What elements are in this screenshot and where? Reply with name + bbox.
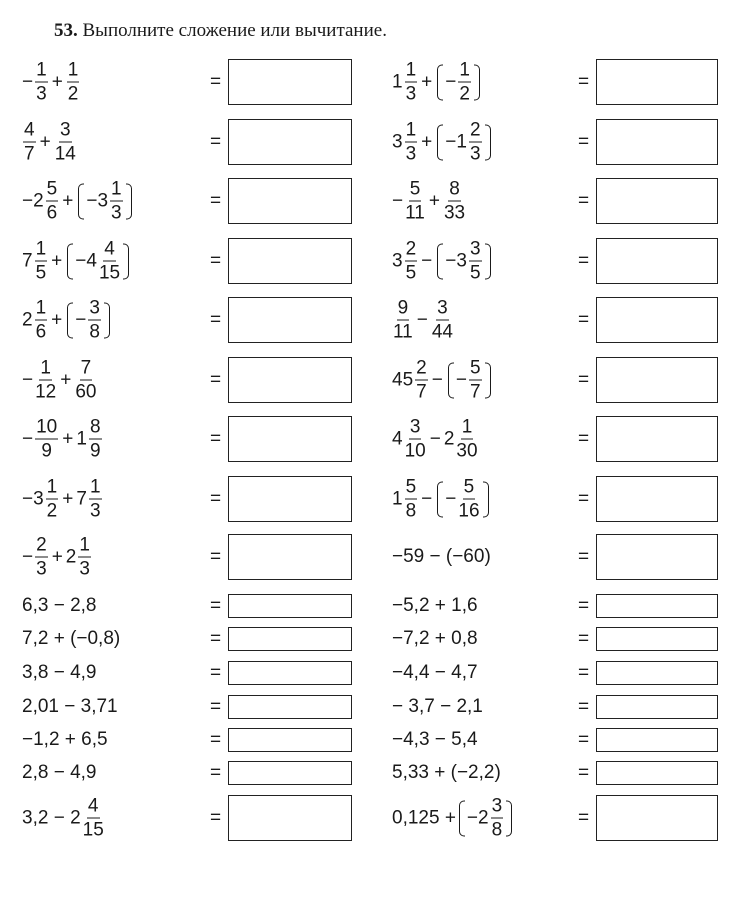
denominator: 8 xyxy=(491,819,503,841)
equals-sign: = xyxy=(210,250,222,272)
expression-text: −3 xyxy=(22,488,44,509)
denominator: 3 xyxy=(405,83,417,105)
operator-sign: + xyxy=(62,488,74,509)
expression xyxy=(22,61,80,104)
expression-text: 1 xyxy=(76,428,87,449)
left-parenthesis xyxy=(67,243,73,279)
expression-text: 3 xyxy=(392,250,403,271)
denominator: 7 xyxy=(24,143,35,165)
right-parenthesis xyxy=(123,243,129,279)
expression-text: 5,33 + (−2,2) xyxy=(392,762,501,783)
denominator: 3 xyxy=(89,500,101,522)
left-parenthesis xyxy=(78,183,84,219)
answer-box[interactable] xyxy=(596,59,718,105)
left-parenthesis xyxy=(437,481,443,517)
numerator: 4 xyxy=(24,119,35,141)
left-parenthesis xyxy=(437,64,443,100)
fraction xyxy=(46,180,59,223)
answer-box[interactable] xyxy=(596,695,718,719)
denominator: 2 xyxy=(67,83,79,105)
expression-text: 1 xyxy=(392,71,403,92)
denominator: 60 xyxy=(75,381,97,403)
numerator: 1 xyxy=(461,416,473,438)
denominator: 8 xyxy=(405,500,417,522)
expression-text: 2 xyxy=(22,309,33,330)
denominator: 16 xyxy=(458,500,480,522)
operator-sign: + xyxy=(62,190,74,211)
right-parenthesis xyxy=(485,362,491,398)
numerator: 3 xyxy=(59,119,71,141)
numerator: 5 xyxy=(405,476,417,498)
left-parenthesis xyxy=(437,243,443,279)
operator-sign: − xyxy=(429,428,441,449)
denominator: 5 xyxy=(405,262,417,284)
numerator: 8 xyxy=(89,416,101,438)
expression-text: 3 xyxy=(392,131,403,152)
expression-text: −59 − (−60) xyxy=(392,546,491,567)
expression xyxy=(22,762,97,784)
operator-sign: + xyxy=(51,71,63,92)
expression-text: −2 xyxy=(466,807,489,828)
expression xyxy=(392,797,514,840)
expression-text: 3,8 − 4,9 xyxy=(22,662,97,683)
answer-box[interactable] xyxy=(596,795,718,841)
numerator: 1 xyxy=(46,476,58,498)
answer-box[interactable] xyxy=(228,238,352,284)
equals-sign: = xyxy=(210,488,222,510)
equals-sign: = xyxy=(210,190,222,212)
denominator: 3 xyxy=(36,558,47,580)
denominator: 14 xyxy=(54,143,76,165)
operator-sign: + xyxy=(421,71,433,92)
numerator: 2 xyxy=(469,119,481,141)
denominator: 15 xyxy=(98,262,121,284)
expression-text: −3 xyxy=(86,190,109,211)
equals-sign: = xyxy=(210,807,222,829)
expression xyxy=(392,478,491,521)
numerator: 1 xyxy=(35,238,47,260)
expression-text: − xyxy=(455,369,467,390)
numerator: 7 xyxy=(80,357,92,379)
numerator: 3 xyxy=(437,297,448,319)
operator-sign: − xyxy=(431,369,443,390)
numerator: 1 xyxy=(40,357,51,379)
expression xyxy=(22,729,109,751)
answer-box[interactable] xyxy=(228,59,352,105)
numerator: 10 xyxy=(36,416,58,438)
expression xyxy=(392,180,466,223)
expression-text: −3 xyxy=(445,250,467,271)
right-parenthesis xyxy=(506,800,512,836)
answer-box[interactable] xyxy=(596,661,718,685)
answer-box[interactable] xyxy=(596,178,718,224)
numerator: 1 xyxy=(405,119,417,141)
fraction xyxy=(35,359,56,402)
answer-box[interactable] xyxy=(596,627,718,651)
denominator: 12 xyxy=(35,381,57,403)
numerator: 1 xyxy=(35,297,47,319)
answer-box[interactable] xyxy=(228,534,352,580)
expression xyxy=(392,662,479,684)
denominator: 44 xyxy=(431,321,453,343)
denominator: 3 xyxy=(36,83,47,105)
fraction xyxy=(35,418,58,461)
right-parenthesis xyxy=(485,124,491,160)
equals-sign: = xyxy=(578,762,590,784)
fraction xyxy=(35,61,48,104)
equals-sign: = xyxy=(578,729,590,751)
operator-sign: + xyxy=(51,250,63,271)
numerator: 5 xyxy=(469,357,481,379)
expression xyxy=(22,595,97,617)
equals-sign: = xyxy=(578,628,590,650)
expression xyxy=(392,546,492,568)
right-parenthesis xyxy=(483,481,489,517)
fraction xyxy=(75,359,96,402)
right-parenthesis xyxy=(474,64,480,100)
equals-sign: = xyxy=(578,428,590,450)
denominator: 11 xyxy=(405,202,425,224)
expression-text: − 3,7 − 2,1 xyxy=(392,696,483,717)
answer-box[interactable] xyxy=(228,357,352,403)
denominator: 10 xyxy=(404,440,426,462)
expression xyxy=(392,359,493,402)
fraction xyxy=(83,797,104,840)
expression-text: 0,125 + xyxy=(392,807,456,828)
equals-sign: = xyxy=(210,71,222,93)
fraction xyxy=(469,121,482,164)
expression-text: − xyxy=(445,71,457,92)
equals-sign: = xyxy=(210,662,222,684)
denominator: 3 xyxy=(111,202,122,224)
expression-text: −2 xyxy=(22,190,44,211)
equals-sign: = xyxy=(210,696,222,718)
expression-text: −7,2 + 0,8 xyxy=(392,628,478,649)
operator-sign: + xyxy=(421,131,433,152)
expression-text: 2 xyxy=(443,428,455,449)
equals-sign: = xyxy=(210,131,222,153)
fraction xyxy=(393,299,413,342)
answer-box[interactable] xyxy=(228,476,352,522)
answer-box[interactable] xyxy=(596,297,718,343)
expression xyxy=(22,628,121,650)
equals-sign: = xyxy=(210,762,222,784)
left-parenthesis xyxy=(448,362,454,398)
equals-sign: = xyxy=(578,595,590,617)
fraction xyxy=(67,61,80,104)
operator-sign: + xyxy=(51,546,63,567)
expression xyxy=(22,418,103,461)
right-parenthesis xyxy=(485,243,491,279)
expression-text: 7,2 + (−0,8) xyxy=(22,628,121,649)
right-parenthesis xyxy=(104,302,110,338)
equals-sign: = xyxy=(578,131,590,153)
denominator: 5 xyxy=(35,262,47,284)
expression-text: −5,2 + 1,6 xyxy=(392,595,478,616)
expression xyxy=(22,536,92,579)
expression xyxy=(392,418,479,461)
expression-text: −1,2 + 6,5 xyxy=(22,729,108,750)
expression-text: − xyxy=(22,428,34,449)
denominator: 9 xyxy=(89,440,101,462)
numerator: 8 xyxy=(449,178,460,200)
expression-text: 6,3 − 2,8 xyxy=(22,595,97,616)
numerator: 2 xyxy=(416,357,427,379)
expression-text: 2 xyxy=(65,546,77,567)
expression-text: 2,01 − 3,71 xyxy=(22,696,118,717)
fraction xyxy=(89,478,102,521)
expression-text: −4,4 − 4,7 xyxy=(392,662,478,683)
fraction xyxy=(458,478,479,521)
fraction xyxy=(405,240,418,283)
equals-sign: = xyxy=(210,369,222,391)
equals-sign: = xyxy=(210,628,222,650)
answer-box[interactable] xyxy=(228,297,352,343)
answer-box[interactable] xyxy=(596,761,718,785)
numerator: 1 xyxy=(89,476,101,498)
fraction xyxy=(405,61,418,104)
fraction xyxy=(405,121,418,164)
expression xyxy=(392,628,479,650)
answer-box[interactable] xyxy=(596,534,718,580)
equals-sign: = xyxy=(578,807,590,829)
fraction xyxy=(99,240,120,283)
fraction xyxy=(35,240,48,283)
fraction xyxy=(405,180,425,223)
denominator: 3 xyxy=(469,143,481,165)
left-parenthesis xyxy=(67,302,73,338)
numerator: 1 xyxy=(459,59,470,81)
answer-box[interactable] xyxy=(228,416,352,462)
expression xyxy=(22,359,98,402)
expression xyxy=(392,729,479,751)
expression xyxy=(22,696,119,718)
numerator: 5 xyxy=(463,476,475,498)
equals-sign: = xyxy=(578,250,590,272)
expression xyxy=(22,797,105,840)
fraction xyxy=(35,536,48,579)
denominator: 6 xyxy=(46,202,58,224)
equals-sign: = xyxy=(578,662,590,684)
denominator: 2 xyxy=(46,500,58,522)
denominator: 5 xyxy=(469,262,481,284)
operator-sign: + xyxy=(51,309,63,330)
expression xyxy=(22,121,77,164)
fraction xyxy=(456,418,477,461)
fraction xyxy=(432,299,453,342)
expression-text: 7 xyxy=(76,488,87,509)
exercise-title xyxy=(54,20,387,42)
right-parenthesis xyxy=(126,183,132,219)
fraction xyxy=(469,359,482,402)
operator-sign: + xyxy=(62,428,74,449)
answer-box[interactable] xyxy=(596,238,718,284)
numerator: 9 xyxy=(397,297,409,319)
expression xyxy=(392,762,502,784)
numerator: 1 xyxy=(111,178,122,200)
numerator: 5 xyxy=(46,178,58,200)
expression-text: − xyxy=(22,71,34,92)
answer-box[interactable] xyxy=(228,695,352,719)
numerator: 1 xyxy=(67,59,79,81)
operator-sign: − xyxy=(421,488,433,509)
expression xyxy=(22,240,131,283)
expression xyxy=(22,299,112,342)
expression xyxy=(22,478,103,521)
numerator: 5 xyxy=(409,178,421,200)
operator-sign: − xyxy=(421,250,433,271)
answer-box[interactable] xyxy=(228,728,352,752)
fraction xyxy=(415,359,428,402)
expression-text: − xyxy=(392,190,404,211)
expression xyxy=(392,299,454,342)
fraction xyxy=(23,121,36,164)
equals-sign: = xyxy=(578,696,590,718)
operator-sign: − xyxy=(416,309,428,330)
equals-sign: = xyxy=(210,428,222,450)
denominator: 2 xyxy=(459,83,470,105)
fraction xyxy=(469,240,482,283)
answer-box[interactable] xyxy=(596,728,718,752)
expression-text: 45 xyxy=(392,369,414,390)
answer-box[interactable] xyxy=(596,119,718,165)
answer-box[interactable] xyxy=(596,594,718,618)
numerator: 1 xyxy=(79,534,90,556)
expression xyxy=(392,61,482,104)
fraction xyxy=(35,299,48,342)
answer-box[interactable] xyxy=(228,661,352,685)
equals-sign: = xyxy=(578,369,590,391)
expression-text: 3,2 − 2 xyxy=(22,807,81,828)
answer-box[interactable] xyxy=(228,761,352,785)
operator-sign: + xyxy=(39,131,51,152)
equals-sign: = xyxy=(210,595,222,617)
expression-text: −4 xyxy=(75,250,97,271)
fraction xyxy=(55,121,76,164)
numerator: 3 xyxy=(469,238,481,260)
fraction xyxy=(110,180,123,223)
answer-box[interactable] xyxy=(228,119,352,165)
equals-sign: = xyxy=(210,729,222,751)
fraction xyxy=(458,61,471,104)
fraction xyxy=(444,180,465,223)
equals-sign: = xyxy=(210,309,222,331)
expression-text: 2,8 − 4,9 xyxy=(22,762,97,783)
left-parenthesis xyxy=(437,124,443,160)
numerator: 1 xyxy=(36,59,47,81)
expression-text: 4 xyxy=(392,428,403,449)
denominator: 6 xyxy=(35,321,47,343)
expression xyxy=(392,595,479,617)
expression xyxy=(392,240,493,283)
numerator: 3 xyxy=(89,297,100,319)
equals-sign: = xyxy=(210,546,222,568)
fraction xyxy=(491,797,504,840)
exercise-number: 53. xyxy=(54,20,78,41)
denominator: 30 xyxy=(456,440,478,462)
equals-sign: = xyxy=(578,488,590,510)
expression-text: − xyxy=(22,369,34,390)
expression xyxy=(392,696,484,718)
expression-text: −4,3 − 5,4 xyxy=(392,729,478,750)
numerator: 3 xyxy=(409,416,421,438)
equals-sign: = xyxy=(578,71,590,93)
expression xyxy=(392,121,493,164)
denominator: 3 xyxy=(405,143,417,165)
expression-text: − xyxy=(75,309,87,330)
equals-sign: = xyxy=(578,546,590,568)
equals-sign: = xyxy=(578,309,590,331)
equals-sign: = xyxy=(578,190,590,212)
denominator: 7 xyxy=(416,381,427,403)
numerator: 2 xyxy=(36,534,47,556)
operator-sign: + xyxy=(60,369,72,390)
answer-box[interactable] xyxy=(228,178,352,224)
answer-box[interactable] xyxy=(228,594,352,618)
answer-box[interactable] xyxy=(596,357,718,403)
expression-text: − xyxy=(445,488,457,509)
denominator: 33 xyxy=(443,202,466,224)
answer-box[interactable] xyxy=(228,627,352,651)
answer-box[interactable] xyxy=(596,416,718,462)
numerator: 3 xyxy=(491,795,503,817)
denominator: 3 xyxy=(79,558,90,580)
denominator: 8 xyxy=(89,321,100,343)
numerator: 1 xyxy=(405,59,417,81)
expression-text: − xyxy=(22,546,34,567)
fraction xyxy=(89,418,102,461)
denominator: 15 xyxy=(82,819,104,841)
numerator: 4 xyxy=(104,238,115,260)
expression-text: −1 xyxy=(445,131,467,152)
denominator: 7 xyxy=(469,381,481,403)
expression-text: 7 xyxy=(22,250,33,271)
numerator: 4 xyxy=(87,795,99,817)
expression-text: 1 xyxy=(392,488,403,509)
fraction xyxy=(405,478,418,521)
expression xyxy=(22,662,97,684)
left-parenthesis xyxy=(459,800,465,836)
numerator: 2 xyxy=(405,238,417,260)
exercise-instruction: Выполните сложение или вычитание. xyxy=(82,20,387,41)
fraction xyxy=(78,536,91,579)
denominator: 11 xyxy=(393,321,413,343)
answer-box[interactable] xyxy=(596,476,718,522)
fraction xyxy=(88,299,101,342)
operator-sign: + xyxy=(428,190,440,211)
fraction xyxy=(46,478,59,521)
answer-box[interactable] xyxy=(228,795,352,841)
denominator: 9 xyxy=(41,440,52,462)
expression xyxy=(22,180,134,223)
fraction xyxy=(405,418,426,461)
